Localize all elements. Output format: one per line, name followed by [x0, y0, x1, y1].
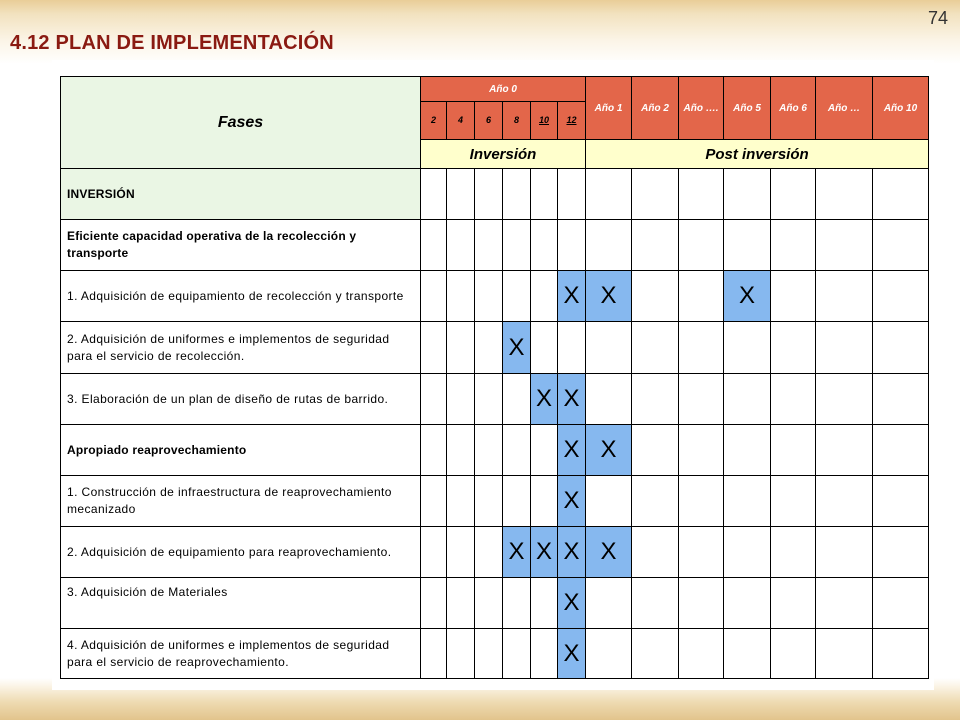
schedule-cell	[558, 322, 586, 374]
schedule-cell	[679, 629, 724, 679]
schedule-cell	[724, 169, 771, 220]
schedule-cell	[531, 169, 558, 220]
phase-label: Apropiado reaprovechamiento	[61, 425, 421, 476]
schedule-cell	[421, 220, 447, 271]
schedule-cell	[771, 374, 816, 425]
schedule-cell	[771, 322, 816, 374]
table-row	[61, 374, 929, 425]
table-row	[61, 220, 929, 271]
schedule-cell	[679, 374, 724, 425]
schedule-cell	[816, 169, 873, 220]
schedule-cell	[503, 220, 531, 271]
schedule-cell	[873, 322, 929, 374]
schedule-cell	[816, 271, 873, 322]
implementation-plan-table	[60, 76, 929, 679]
phase-label: 1. Adquisición de equipamiento de recolección y transporte	[61, 271, 421, 322]
schedule-cell	[475, 220, 503, 271]
schedule-mark: X	[558, 527, 586, 578]
schedule-cell	[771, 527, 816, 578]
schedule-mark: X	[558, 271, 586, 322]
schedule-cell	[447, 476, 475, 527]
schedule-cell	[724, 527, 771, 578]
schedule-cell	[816, 527, 873, 578]
schedule-cell	[475, 578, 503, 629]
phase-label: 3. Elaboración de un plan de diseño de rutas de barrido.	[61, 374, 421, 425]
schedule-cell	[873, 629, 929, 679]
bimonth-header: 6	[475, 102, 503, 140]
schedule-cell	[632, 629, 679, 679]
schedule-cell	[421, 374, 447, 425]
schedule-cell	[421, 322, 447, 374]
schedule-cell	[503, 425, 531, 476]
year-0-header: Año 0	[421, 77, 586, 102]
year-header: Año 2	[632, 77, 679, 140]
schedule-cell	[679, 527, 724, 578]
schedule-cell	[475, 476, 503, 527]
schedule-cell	[421, 629, 447, 679]
schedule-cell	[873, 220, 929, 271]
schedule-cell	[724, 629, 771, 679]
schedule-cell	[632, 425, 679, 476]
schedule-cell	[724, 374, 771, 425]
bimonth-header: 2	[421, 102, 447, 140]
schedule-cell	[421, 425, 447, 476]
table-row	[61, 527, 929, 578]
schedule-mark: X	[558, 578, 586, 629]
schedule-cell	[503, 271, 531, 322]
schedule-cell	[873, 169, 929, 220]
schedule-cell	[771, 169, 816, 220]
schedule-mark: X	[531, 374, 558, 425]
schedule-cell	[558, 169, 586, 220]
schedule-cell	[679, 220, 724, 271]
schedule-cell	[475, 322, 503, 374]
bimonth-header: 8	[503, 102, 531, 140]
year-header: Año …	[816, 77, 873, 140]
schedule-cell	[531, 578, 558, 629]
schedule-cell	[421, 169, 447, 220]
table-row	[61, 476, 929, 527]
schedule-cell	[531, 476, 558, 527]
schedule-cell	[771, 476, 816, 527]
schedule-cell	[503, 476, 531, 527]
schedule-cell	[475, 374, 503, 425]
schedule-cell	[873, 527, 929, 578]
schedule-cell	[475, 169, 503, 220]
schedule-cell	[447, 374, 475, 425]
phase-label: 1. Construcción de infraestructura de reaprovechamiento mecanizado	[61, 476, 421, 527]
schedule-cell	[771, 220, 816, 271]
phase-label: Eficiente capacidad operativa de la recolección y transporte	[61, 220, 421, 271]
schedule-cell	[586, 322, 632, 374]
schedule-cell	[679, 476, 724, 527]
schedule-mark: X	[724, 271, 771, 322]
schedule-cell	[447, 169, 475, 220]
schedule-cell	[632, 220, 679, 271]
schedule-cell	[724, 476, 771, 527]
schedule-mark: X	[558, 629, 586, 679]
schedule-cell	[873, 476, 929, 527]
table-row	[61, 322, 929, 374]
schedule-cell	[632, 374, 679, 425]
schedule-mark: X	[503, 527, 531, 578]
schedule-cell	[816, 220, 873, 271]
page-title: 4.12 PLAN DE IMPLEMENTACIÓN	[10, 32, 334, 54]
schedule-cell	[771, 271, 816, 322]
bimonth-header: 12	[558, 102, 586, 140]
schedule-cell	[531, 629, 558, 679]
schedule-cell	[873, 425, 929, 476]
schedule-cell	[503, 169, 531, 220]
bimonth-header: 10	[531, 102, 558, 140]
phase-label: INVERSIÓN	[61, 169, 421, 220]
schedule-cell	[632, 271, 679, 322]
schedule-cell	[447, 220, 475, 271]
schedule-cell	[771, 629, 816, 679]
year-header: Año ….	[679, 77, 724, 140]
year-header: Año 10	[873, 77, 929, 140]
schedule-cell	[531, 220, 558, 271]
schedule-cell	[531, 322, 558, 374]
schedule-cell	[447, 271, 475, 322]
table-row	[61, 629, 929, 679]
year-header: Año 6	[771, 77, 816, 140]
schedule-cell	[586, 169, 632, 220]
schedule-cell	[816, 374, 873, 425]
schedule-cell	[447, 629, 475, 679]
schedule-cell	[873, 578, 929, 629]
schedule-cell	[421, 527, 447, 578]
table-row	[61, 578, 929, 629]
schedule-cell	[632, 578, 679, 629]
schedule-cell	[447, 578, 475, 629]
schedule-cell	[771, 425, 816, 476]
schedule-cell	[632, 476, 679, 527]
schedule-cell	[816, 476, 873, 527]
schedule-mark: X	[586, 527, 632, 578]
schedule-mark: X	[531, 527, 558, 578]
bimonth-header: 4	[447, 102, 475, 140]
schedule-cell	[531, 271, 558, 322]
table-row	[61, 425, 929, 476]
schedule-cell	[873, 271, 929, 322]
phase-label: 2. Adquisición de equipamiento para reaprovechamiento.	[61, 527, 421, 578]
schedule-cell	[503, 629, 531, 679]
table-row	[61, 169, 929, 220]
schedule-mark: X	[558, 476, 586, 527]
phase-label: 4. Adquisición de uniformes e implementos de seguridad para el servicio de reaprovechamiento.	[61, 629, 421, 679]
year-header: Año 1	[586, 77, 632, 140]
schedule-cell	[447, 527, 475, 578]
schedule-cell	[816, 322, 873, 374]
year-header: Año 5	[724, 77, 771, 140]
fases-header: Fases	[61, 77, 421, 169]
schedule-cell	[632, 322, 679, 374]
schedule-cell	[632, 527, 679, 578]
schedule-cell	[679, 271, 724, 322]
schedule-cell	[679, 169, 724, 220]
schedule-cell	[724, 425, 771, 476]
schedule-cell	[421, 476, 447, 527]
stage-inversion-header: Inversión	[421, 140, 586, 169]
schedule-cell	[586, 220, 632, 271]
schedule-cell	[816, 425, 873, 476]
schedule-cell	[475, 425, 503, 476]
phase-label: 2. Adquisición de uniformes e implementos de seguridad para el servicio de recolección.	[61, 322, 421, 374]
phase-label: 3. Adquisición de Materiales	[61, 578, 421, 629]
schedule-cell	[503, 578, 531, 629]
schedule-cell	[447, 322, 475, 374]
schedule-mark: X	[558, 425, 586, 476]
schedule-cell	[421, 271, 447, 322]
schedule-cell	[816, 629, 873, 679]
stage-postinversion-header: Post inversión	[586, 140, 929, 169]
table-row	[61, 271, 929, 322]
schedule-cell	[816, 578, 873, 629]
schedule-cell	[475, 527, 503, 578]
schedule-cell	[475, 629, 503, 679]
schedule-cell	[531, 425, 558, 476]
schedule-cell	[679, 322, 724, 374]
schedule-cell	[679, 578, 724, 629]
schedule-cell	[679, 425, 724, 476]
schedule-cell	[421, 578, 447, 629]
schedule-cell	[724, 322, 771, 374]
schedule-cell	[475, 271, 503, 322]
schedule-mark: X	[503, 322, 531, 374]
schedule-cell	[586, 476, 632, 527]
schedule-cell	[586, 374, 632, 425]
schedule-cell	[724, 220, 771, 271]
schedule-cell	[632, 169, 679, 220]
schedule-cell	[447, 425, 475, 476]
schedule-cell	[503, 374, 531, 425]
schedule-mark: X	[558, 374, 586, 425]
schedule-cell	[558, 220, 586, 271]
schedule-cell	[586, 629, 632, 679]
schedule-cell	[586, 578, 632, 629]
page-number: 74	[928, 8, 949, 28]
schedule-cell	[873, 374, 929, 425]
schedule-mark: X	[586, 425, 632, 476]
schedule-cell	[724, 578, 771, 629]
schedule-mark: X	[586, 271, 632, 322]
schedule-cell	[771, 578, 816, 629]
